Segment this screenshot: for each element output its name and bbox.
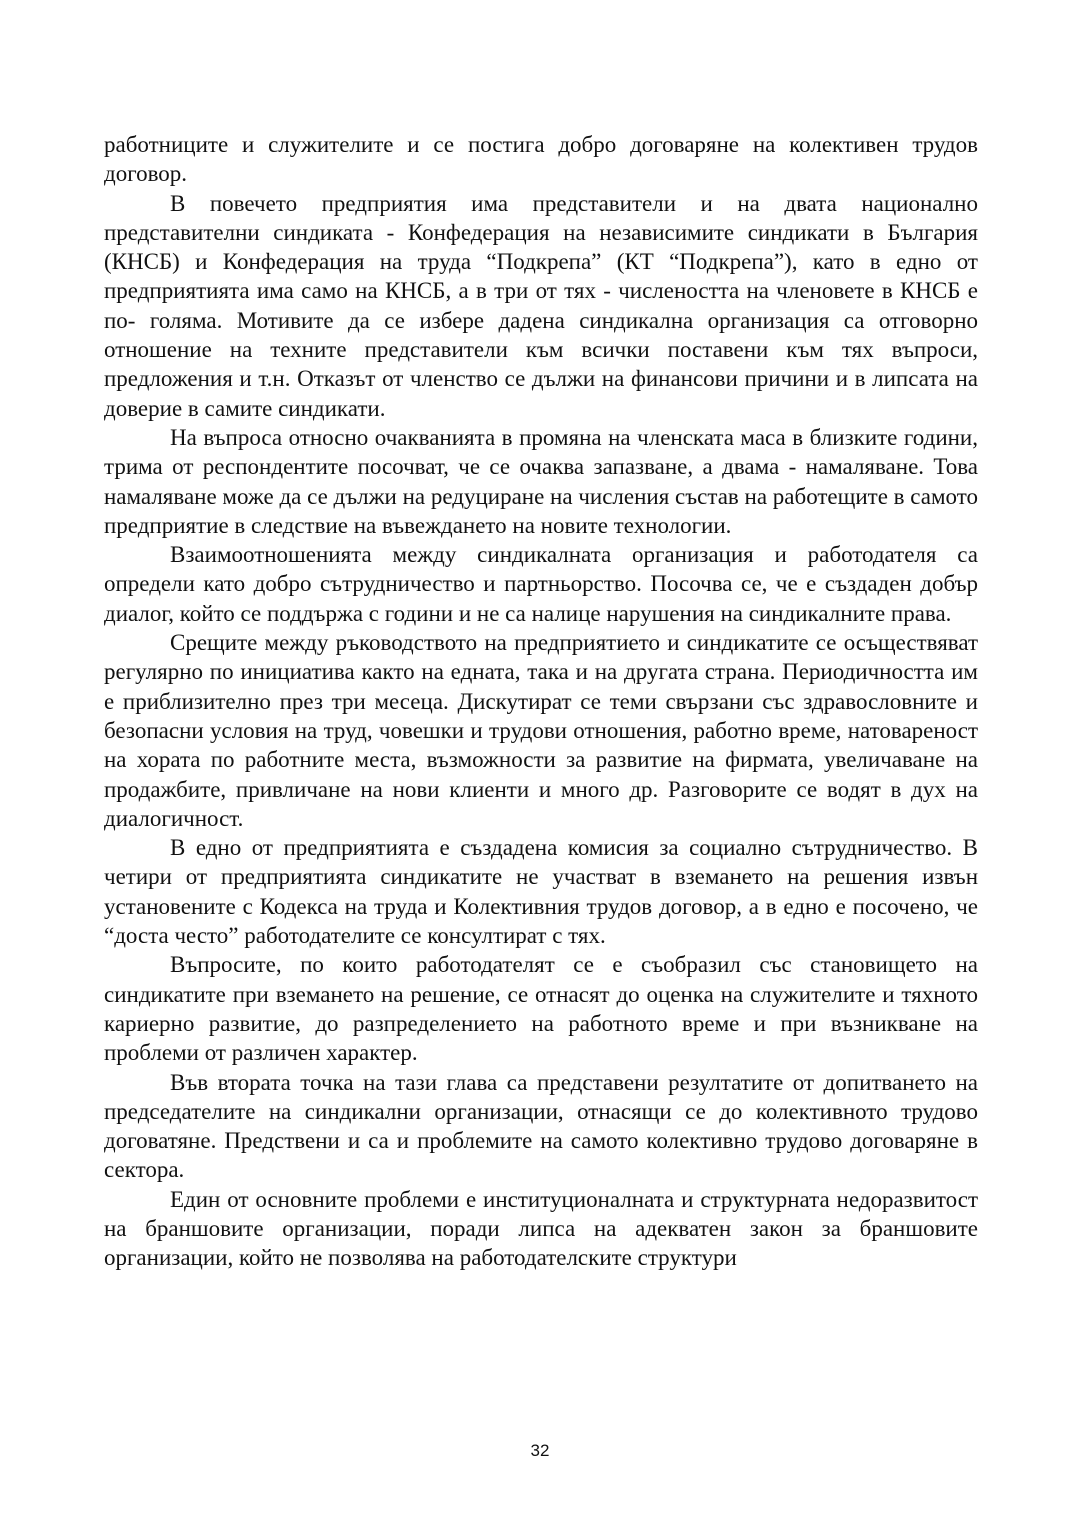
paragraph-membership-expectations: На въпроса относно очакванията в промяна на членската маса в близките години, трима от респондентите посочват, че се очаква запазване, а двама - намаляване. Това намаляване може да се дължи на редуциране на числения състав на работещите в самото предприятие в следствие на въвеждането на новите технологии. xyxy=(104,424,978,538)
paragraph-main-problems: Един от основните проблеми е институционалната и структурната недоразвитост на браншовите организации, поради липса на адекватен закон за браншовите организации, който не позволява на работодателските структури xyxy=(104,1186,978,1271)
paragraph-continuation: работниците и служителите и се постига добро договаряне на колективен трудов договор. xyxy=(104,132,978,187)
paragraph-decision-topics: Въпросите, по които работодателят се е съобразил със становището на синдикатите при вземането на решение, се отнасят до оценка на служителите и тяхното кариерно развитие, до разпределението на работното време и при възникване на проблеми от различен характер. xyxy=(104,952,978,1066)
paragraph-meetings: Срещите между ръководството на предприятието и синдикатите се осъществяват регулярно по инициатива както на едната, така и на другата страна. Периодичността им е приблизително през три месеца. Дискутират се теми свързани със здравословните и безопасни условия на труд, човешки и трудови отношения, работно време, натовареност на хората по работните места, възможности за развитие на фирмата, увеличаване на продажбите, привличане на нови клиенти и много др. Разговорите се водят в дух на диалогичност. xyxy=(104,630,978,831)
paragraph-employer-relations: Взаимоотношенията между синдикалната организация и работодателя са определи като добро сътрудничество и партньорство. Посочва се, че е създаден добър диалог, който се поддържа с години и не са налице нарушения на синдикалните права. xyxy=(104,542,978,626)
page-number: 32 xyxy=(530,1441,550,1460)
body-text xyxy=(104,130,978,1273)
paragraph-social-cooperation-commission: В едно от предприятията е създадена комисия за социално сътрудничество. В четири от предприятията синдикатите не участват в вземането на решения извън установените с Кодекса на труда и Колективния трудов договор, а в едно е посочено, че “доста често” работодателите се консултират с тях. xyxy=(104,835,978,949)
paragraph-collective-bargaining-results: Във втората точка на тази глава са представени резултатите от допитването на председателите на синдикални организации, отнасящи се до колективното трудово договатяне. Предствени и са и проблемите на самото колективно трудово договаряне в сектора. xyxy=(104,1069,978,1183)
paragraph-trade-union-representation: В повечето предприятия има представители и на двата национално представителни синдиката - Конфедерация на независимите синдикати в България (КНСБ) и Конфедерация на труда “Подкрепа” (КТ “Подкрепа”), като в едно от предприятията има само на КНСБ, а в три от тях - числеността на членовете в КНСБ е по- голяма. Мотивите да се избере дадена синдикална организация са отговорно отношение на техните представители към всички поставени към тях въпроси, предложения и т.н. Отказът от членство се дължи на финансови причини и в липсата на доверие в самите синдикати. xyxy=(104,190,978,421)
